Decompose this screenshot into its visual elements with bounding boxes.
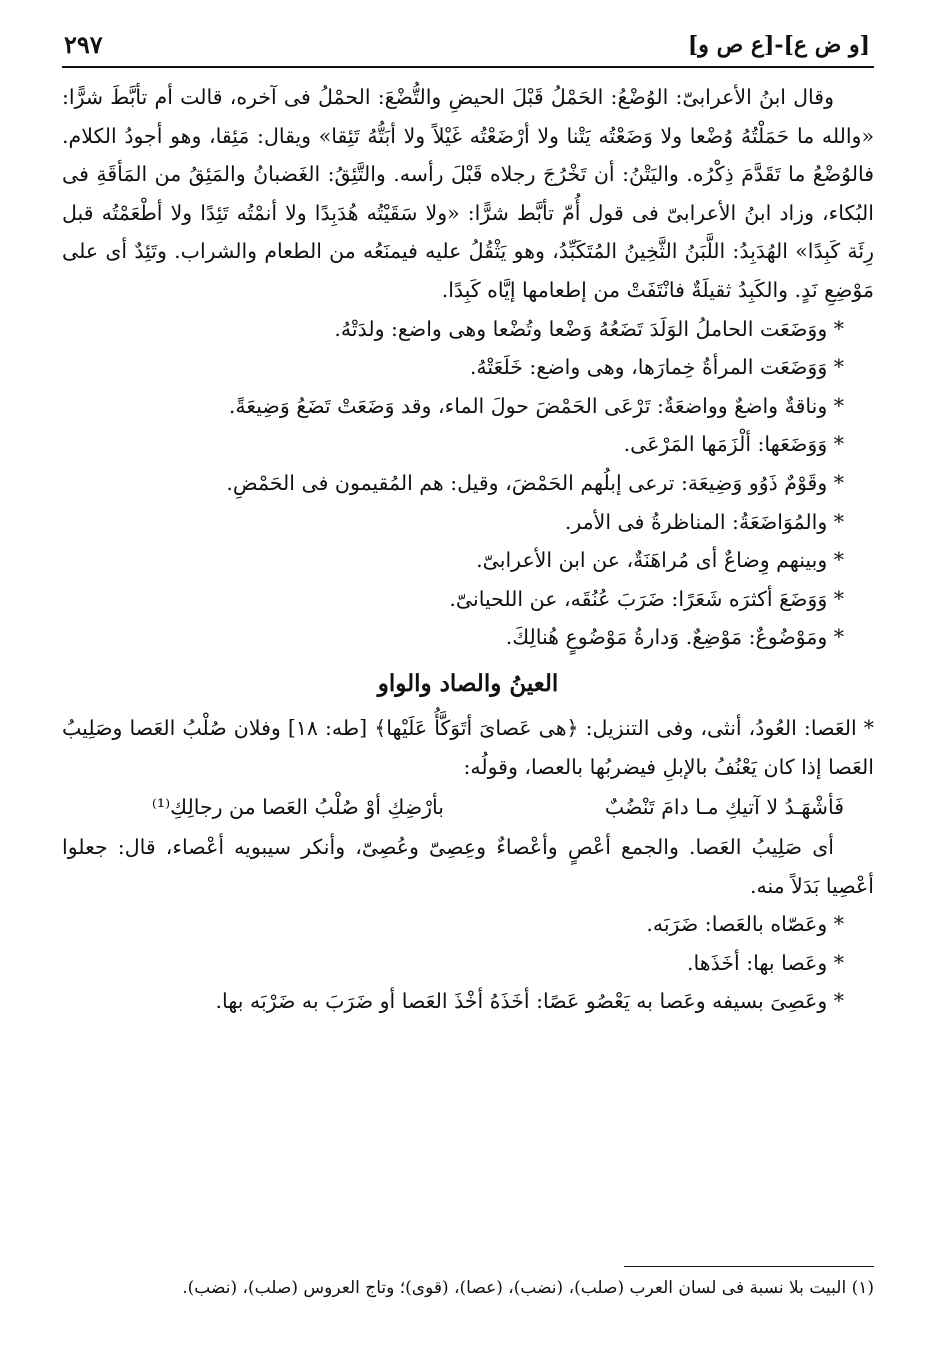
entry-item: * وعَصّاه بالعَصا: ضَرَبَه. [646,912,844,937]
entries-list-1 [62,310,874,657]
entry-item: * وعَصِىَ بسيفه وعَصا به يَعْصُو عَصًا: أخَذَهُ أخْذَ العَصا أو ضَرَبَ به ضَرْبَه بها. [215,989,844,1014]
entry-item: * وَوَضَعَت المرأةُ خِمارَها، وهى واضع: خَلَعَتْهُ. [469,355,844,380]
poetry-verse [62,786,874,828]
page-header [62,26,874,68]
entry-item: * وقَوْمٌ ذَوُو وَضِيعَة: ترعى إبلُهم الحَمْضَ، وقيل: هم المُقيمون فى الحَمْضِ. [226,470,844,495]
entries-list-2 [62,905,874,1021]
entry-item: * ومَوْضُوعٌ: مَوْضِعٌ. وَدارةُ مَوْضُوعٍ هُنالِكَ. [505,625,844,650]
entry-item: * وبينهم وِضاعٌ أى مُراهَنَةٌ، عن ابن الأعرابىّ. [476,548,844,573]
page-body [62,78,874,1021]
entry-item: * وناقةٌ واضعٌ وواضعَةٌ: تَرْعَى الحَمْضَ حولَ الماء، وقد وَضَعَتْ تَضَعُ وَضِيعَةً. [228,393,844,418]
after-verse-paragraph: أى صَلِيبُ العَصا. والجمع أعْصٍ وأعْصاءٌ وعِصِىّ وعُصِىّ، وأنكر سيبويه أعْصاء، قال: جعلوا أعْصِيا بَدَلاً منه. [62,835,874,898]
page-number: ٢٩٧ [64,30,103,59]
entry-item: * وَوَضَعَ أكثرَه شَعَرًا: ضَرَبَ عُنُقَه، عن اللحيانىّ. [449,586,844,611]
intro-paragraph: وقال ابنُ الأعرابىّ: الوُضْعُ: الحَمْلُ قَبْلَ الحيضِ والتُّضْعَ: الحمْلُ فى آخره، قالت أم تأبَّطَ شرًّا: «والله ما حَمَلْتُهُ وُضْعا ولا وَضَعْتُه يَتْنا ولا أرْضَعْتُه غَيْلاً ولا أبَتُّهُ تَئِقا» ويقال: مَئِقا، وهو أجودُ الكلام. فالوُضْعُ ما تَقَدَّمَ ذِكْرُه. واليَتْنُ: أن تَخْرُجَ رجلاه قَبْلَ رأسه. والتَّئِقُ: الغَضبانُ والمَئِقُ من المَأقَةِ فى البُكاء، وزاد ابنُ الأعرابىّ فى قول أُمّ تأبَّط شرًّا: «ولا سَقَيْتُه هُدَبِدًا ولا أنمْتُه تَئِدًا ولا أطْعَمْتُه قبل رِئَة كَبِدًا» الهُدَبِدُ: اللَّبَنُ الثَّخِينُ المُتَكَبِّدُ، وهو يَثْقُلُ عليه فيمنَعُه من الطعام والشراب. وتَئِدٌ أى على مَوْضِعِ نَدٍ. والكَبِدُ ثقيلَةٌ فانْتَفَتْ من إطعامها إيَّاه كَبِدًا. [62,85,874,302]
entry-item: * وَوَضَعَها: ألْزَمَها المَرْعَى. [623,432,844,457]
section-heading: العينُ والصاد والواو [377,669,559,697]
footnote: (١) البيت بلا نسبة فى لسان العرب (صلب)، (نضب)، (عصا)، (قوى)؛ وتاج العروس (صلب)، (نضب). [182,1278,874,1298]
footnote-divider [624,1266,874,1267]
entry-item: * ووَضَعَت الحاملُ الوَلَدَ تَضَعُهُ وَضْعا وتُضْعا وهى واضع: ولدَتْهُ. [334,316,844,341]
section-paragraph: * العَصا: العُودُ، أنثى، وفى التنزيل: ﴿هى عَصاىَ أتَوَكَّأُ عَلَيْها﴾ [طه: ١٨] وفلان صُلْبُ العَصا وصَلِيبُ العَصا إذا كان يَعْنُفُ بالإبلِ فيضربُها بالعصا، وقولُه: [62,715,875,779]
verse-second-hemistich: بأرْضِكِ أوْ صُلْبُ العَصا من رجالِكِ⁽¹⁾ [151,795,444,820]
entry-item: * والمُوَاضَعَةُ: المناظرةُ فى الأمر. [564,509,844,534]
running-title: [و ض ع]-[ع ص و] [687,32,870,58]
verse-first-hemistich: فَأشْهَـدُ لا آتيكِ مـا دامَ تَنْضُبٌ [604,795,844,820]
entry-item: * وعَصا بها: أخَذَها. [687,950,844,975]
